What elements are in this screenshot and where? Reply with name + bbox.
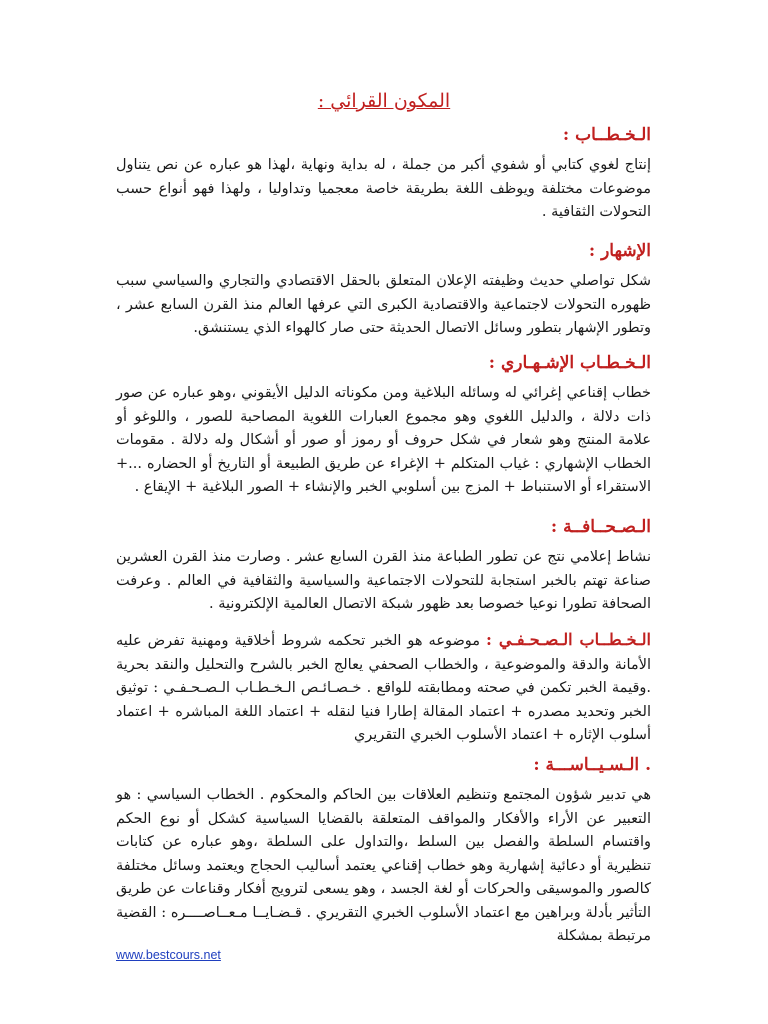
section-text: إنتاج لغوي كتابي أو شفوي أكبر من جملة ، له بداية ونهاية ،لهذا هو عباره عن نص يتناول موضوعات مختلفة ويوظف اللغة بطريقة خاصة معجميا وتداوليا ، ولهذا فهو أنواع حسب التحولات الثقافية . bbox=[116, 157, 651, 220]
section-heading: . الـسـيــاســـة : bbox=[533, 755, 651, 775]
section-politics bbox=[116, 752, 651, 949]
section-discourse bbox=[116, 122, 651, 225]
section-heading: الـصـحــافــة : bbox=[550, 517, 651, 537]
section-text: موضوعه هو الخبر تحكمه شروط أخلاقية ومهنية تفرض عليه الأمانة والدقة والموضوعية ، والخطاب الصحفي يعالج الخبر بالشرح والتحليل والنقد بحرية .وقيمة الخبر تكمن في صحته ومطابقته للواقع . خـصـائـص الـخـطـاب الـصـحـفـي : توثيق الخبر وتحديد مصدره + اعتماد المقالة إطارا فنيا لنقله + اعتماد اللغة المباشره + اعتماد أسلوب الإثاره + اعتماد الأسلوب الخبري التقريري bbox=[116, 633, 651, 743]
section-text: شكل تواصلي حديث وظيفته الإعلان المتعلق بالحقل الاقتصادي والتجاري والسياسي سبب ظهوره التحولات لاجتماعية والاقتصادية الكبرى التي عرفها العالم منذ القرن السابع عشر ، وتطور الإشهار بتطور وسائل الاتصال الحديثة حتى صار كالهواء الذي يستنشق. bbox=[116, 273, 651, 336]
section-heading: الـخـطـاب الإشـهـاري : bbox=[488, 353, 651, 373]
section-advertising bbox=[116, 238, 651, 341]
section-heading: الـخـطــاب : bbox=[562, 125, 651, 145]
section-press bbox=[116, 514, 651, 617]
section-text: هي تدبير شؤون المجتمع وتنظيم العلاقات بين الحاكم والمحكوم . الخطاب السياسي : هو التعبير عن الأراء والأفكار والمواقف المتعلقة بالقضايا السياسية كشكل أو نوع الحكم واقتسام السلطة والفصل بين السلط ،والتداول على السلطة ،وهو عباره عن كتابات تنظيرية أو دعائية إشهارية وهو خطاب إقناعي يعتمد أساليب الحجاج ويعتمد وسائل مختلفة كالصور والموسيقى والحركات أو لغة الجسد ، وهو يسعى لترويج أفكار وقناعات عن طريق التأثير بأدلة وبراهين مع اعتماد الأسلوب الخبري التقريري . قـضـايــا مـعــاصــــره : القضية مرتبطة بمشكلة bbox=[116, 787, 651, 944]
section-text: نشاط إعلامي نتج عن تطور الطباعة منذ القرن السابع عشر . وصارت منذ القرن العشرين صناعة تهتم بالخبر استجابة للتحولات الاجتماعية والسياسية والثقافية في العالم . وعرفت الصحافة تطورا نوعيا خصوصا بعد ظهور شبكة الاتصال العالمية الإلكترونية . bbox=[116, 549, 651, 612]
section-paragraph bbox=[116, 628, 651, 748]
website-link[interactable]: www.bestcours.net bbox=[116, 948, 221, 962]
page-title: المكون القرائي : bbox=[317, 90, 451, 112]
section-heading: الـخـطــاب الـصـحـفـي : bbox=[486, 630, 651, 649]
section-press-discourse bbox=[116, 628, 651, 748]
section-heading: الإشهار : bbox=[588, 241, 651, 261]
section-advertising-discourse bbox=[116, 350, 651, 500]
section-text: خطاب إقناعي إغرائي له وسائله البلاغية ومن مكوناته الدليل الأيقوني ،وهو عباره عن صور ذات دلالة ، والدليل اللغوي وهو مجموع العبارات اللغوية المصاحبة للصور ، واللوغو أو علامة المنتج وهو شعار في شكل حروف أو رموز أو صور أو أشكال وله دلالة . مقومات الخطاب الإشهاري : غياب المتكلم + الإغراء عن طريق الطبيعة أو التاريخ أو الحضاره ...+ الاستقراء أو الاستنباط + المزج بين أسلوبي الخبر والإنشاء + الصور البلاغية + الإيقاع . bbox=[116, 385, 651, 495]
